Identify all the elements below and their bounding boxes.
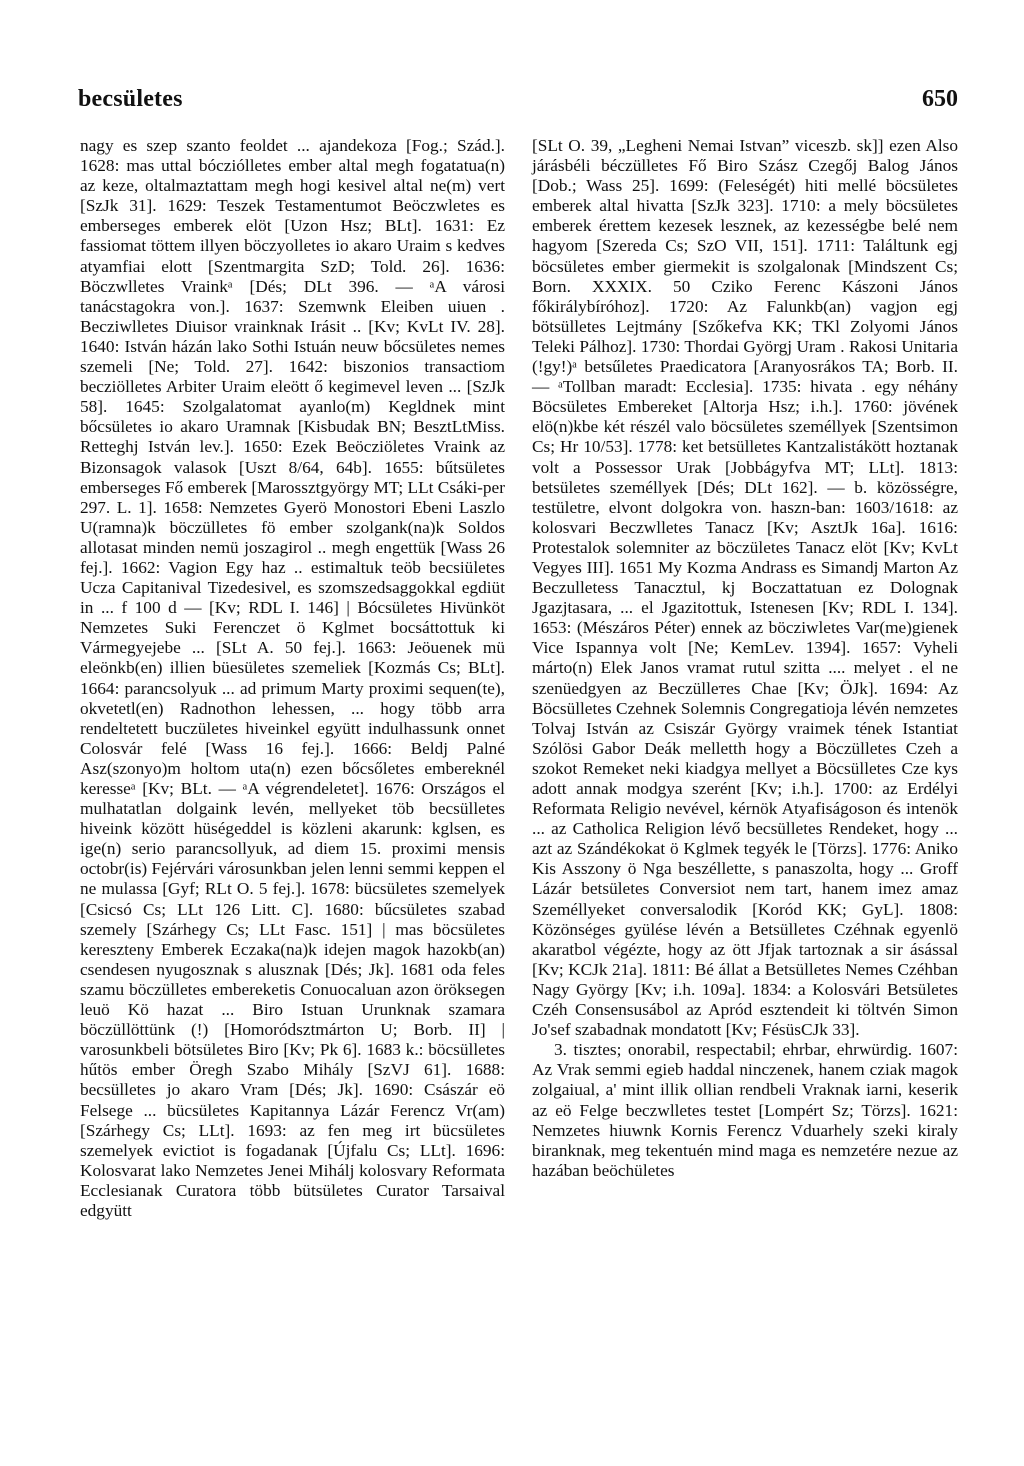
entry-text-left: nagy es szep szanto feoldet ... ajandekoza [Fog.; Szád.]. 1628: mas uttal bócziólletes ember altal megh fogatatua(n) az keze, oltalmaztattam megh hogi kesivel altal ne(m) vert [SzJk 31]. 1629: Teszek Testamentumot Beöczwletes es emberseges emberek elöt [Uzon Hsz; BLt]. 1631: Ez fassiomat töttem illyen böczyolletes io akaro Uraim s kedves atyamfiai elott [Szentmargita SzD; Told. 26]. 1636: Böczwlletes Vrainkᵃ [Dés; DLt 396. — ᵃA városi tanácstagokra von.]. 1637: Szemwnk Eleiben uiuen . Becziwlletes Diuisor vrainknak Irásit .. [Kv; KvLt IV. 28]. 1640: István házán lako Sothi Istuán neuw bőcsületes nemes szemeli [Ne; Told. 27]. 1642: biszonios transactiom becziölletes Arbiter Uraim eleött ő kegimevel leven ... [SzJk 58]. 1645: Szolgalatomat ayanlo(m) Kegldnek mint bőcsületes io akaro Uramnak [Kisbudak BN; BesztLtMiss. Retteghj István lev.]. 1650: Ezek Beöcziöletes Vraink az Bizonsagok valasok [Uszt 8/64, 64b]. 1655: bűtsületes emberseges Fő emberek [Marossztgyörgy MT; LLt Csáki-per 297. L. 1]. 1658: Nemzetes Gyerö Monostori Ebeni Laszlo U(ramna)k böczülletes fö ember szolgank(na)k Soldos allotasat minden nemü joszagirol .. megh engettük [Wass 26 fej.]. 1662: Vagion Egy haz .. estimaltuk teöb becsiületes Ucza Capitanival Tizedesivel, es szomszedsaggokkal egdiüt in ... f 100 d — [Kv; RDL I. 146] | Bócsületes Hivünköt Nemzetes Suki Ferenczet ö Kglmet bocsáttottuk ki Vármegyejebe ... [SLt A. 50 fej.]. 1663: Jeöuenek mü eleönkb(en) illien büesületes szemeliek [Kozmás Cs; BLt]. 1664: parancsolyuk ... ad primum Marty proximi sequen(te), okvetetl(en) Radnothon lehessen, ... hogy több arra rendeltetett buczületes hiveinkel együtt indulhassunk onnet Colosvár felé [Wass 16 fej.]. 1666: Beldj Palné Asz(szonyo)m holtom uta(n) ezen bőcsőletes embereknél keresseᵃ [Kv; BLt. — ᵃA végrendeletet]. 1676: Országos el mulhatatlan dolgaink levén, mellyeket töb becsülletes hiveink között hüségeddel is közleni akarunk: kglsen, es ige(n) serio parancsollyuk, ad diem 15. proximi mensis octobr(is) Fejérvári városunkban jelen lenni semmi keppen el ne mulassa [Gyf; RLt O. 5 fej.]. 1678: bücsületes szemelyek [Csicsó Cs; LLt 126 Litt. C]. 1680: bűcsületes szabad szemely [Szárhegy Cs; LLt Fasc. 151] | mas böcsületes kereszteny Emberek Eczaka(na)k idejen magok hazokb(an) csendesen nyugosznak s alusznak [Dés; Jk]. 1681 oda feles szamu böczülletes embereketis Conuocaluan azon öröksegen leuö Kö hazat ... Biro Istuan Urunknak szamara böczüllöttünk (!) [Homoródsztmárton U; Borb. II] | varosunkbeli bötsületes Biro [Kv; Pk 6]. 1683 k.: böcsülletes hűtös ember Öregh Szabo Mihály [SzVJ 61]. 1688: becsülletes jo akaro Vram [Dés; Jk]. 1690: Császár eö Felsege ... bücsületes Kapitannya Lázár Ferencz Vr(am) [Szárhegy Cs; LLt]. 1693: az fen meg irt bücsületes szemelyek evictiot is fogadanak [Újfalu Cs; LLt]. 1696: Kolosvarat lako Nemzetes Jenei Mihálj kolosvary Reformata Ecclesianak Curatora több bütsületes Curator Tarsaival edgyütt — [80, 136, 505, 1220]
sense-3-paragraph: 3. tisztes; onorabil, respectabil; ehrbar, ehrwürdig. 1607: Az Vrak semmi egieb haddal ninczenek, hanem cziak magok zolgaiual, a' mint illik ollian rendbeli Vraknak iarni, keserik az eö Felge beczwlletes testet [Lompért Sz; Törzs]. 1621: Nemzetes hiuwnk Kornis Ferencz Vduarhely szeki kiraly biranknak, meg tekentuén mind maga es nemzetére nezue az hazában beöchületes — [532, 1040, 958, 1180]
running-headword: becsületes — [78, 86, 183, 112]
entry-text-right: [SLt O. 39, „Legheni Nemai Istvan” viceszb. sk]] ezen Also járásbéli béczülletes Fő Biro Szász Czegőj Balog János [Dob.; Wass 25]. 1699: (Feleségét) hiti mellé böcsületes emberek altal hivatta [SzJk 323]. 1710: a mely böcsületes emberek érettem kezesek lesznek, az kezességbe belé nem hagyom [Szereda Cs; SzO VII, 151]. 1711: Találtunk egj böcsületes ember giermekit is szolgalonak [Mindszent Cs; Born. XXXIX. 50 Cziko Ferenc Kászoni János főkirálybíróhoz]. 1720: Az Falunkb(an) vagjon egj bötsülletes Lejtmány [Szőkefva KK; TKl Zolyomi János Teleki Pálhoz]. 1730: Thordai Györgj Uram . Rakosi Unitaria (!gy!)ᵃ betsűletes Praedicatora [Aranyosrákos TA; Borb. II. — ᵃTollban maradt: Ecclesia]. 1735: hivata . egy néhány Böcsületes Embereket [Altorja Hsz; i.h.]. 1760: jövének elö(n)kbe két részél valo böcsületes személlyek [Szentsimon Cs; Hr 10/53]. 1778: ket betsülletes Kantzalistákött hoztanak volt a Possessor Urak [Jobbágyfva MT; LLt]. 1813: betsületes személlyek [Dés; DLt 162]. — b. közösségre, testületre, elvont dolgokra von. haszn-ban: 1603/1618: az kolosvari Beczwlletes Tanacz [Kv; AsztJk 16a]. 1616: Protestalok solemniter az böczületes Tanacz elöt [Kv; KvLt Vegyes III]. 1651 My Kozma Andrass es Simandj Marton Az Beczulletess Tanacztul, kj Boczattatuan ez Dolognak Jgazjtasara, ... el Jgazitottuk, Istenesen [Kv; RDL I. 134]. 1653: (Mészáros Péter) ennek az böcziwletes Var(me)gienek Vice Ispannya volt [Ne; KemLev. 1394]. 1657: Vyheli márto(n) Elek Janos vramat rutul szitta .... melyet . el ne szenüedgyen az Beczüllетes Chae [Kv; ÖJk]. 1694: Az Böcsülletes Czehnek Solemnis Congregatioja lévén nemzetes Tolvaj István az Csiszár György vraimek tének Istantiat Szólösi Gabor Deák melletth hogy a Böczülletes Czeh a szokot Remeket neki kiadgya mellyet a Böcsülletes Cze kys adott annak modgya szerént [Kv; i.h.]. 1700: az Erdélyi Reformata Religio nevével, kérnök Atyafiságoson és intenök ... az Catholica Religion lévő becsülletes Rendeket, hogy ... azt az Szándékokat ö Kglmek tegyék le [Törzs]. 1776: Aniko Kis Asszony ö Nga beszéllette, s panaszolta, hogy ... Groff Lázár betsületes Conversiot nem tart, hanem imez amaz Személlyeket conversalodik [Koród KK; GyL]. 1808: Közönséges gyülése lévén a Betsülletes Czéhnak egyenlö akaratbol végézte, hogy az ött Jfjak tartoznak a sir ásással [Kv; KCJk 21a]. 1811: Bé állat a Betsülletes Nemes Czéhban Nagy György [Kv; i.h. 109a]. 1834: a Kolosvári Betsületes Czéh Consensusábol az Apród esztendeit ki töltvén Simon Jo'sef szabadnak mondatott [Kv; FésüsCJk 33]. — [532, 136, 958, 1040]
page-number: 650 — [922, 86, 958, 112]
left-column — [80, 136, 505, 1221]
right-column — [532, 136, 958, 1181]
